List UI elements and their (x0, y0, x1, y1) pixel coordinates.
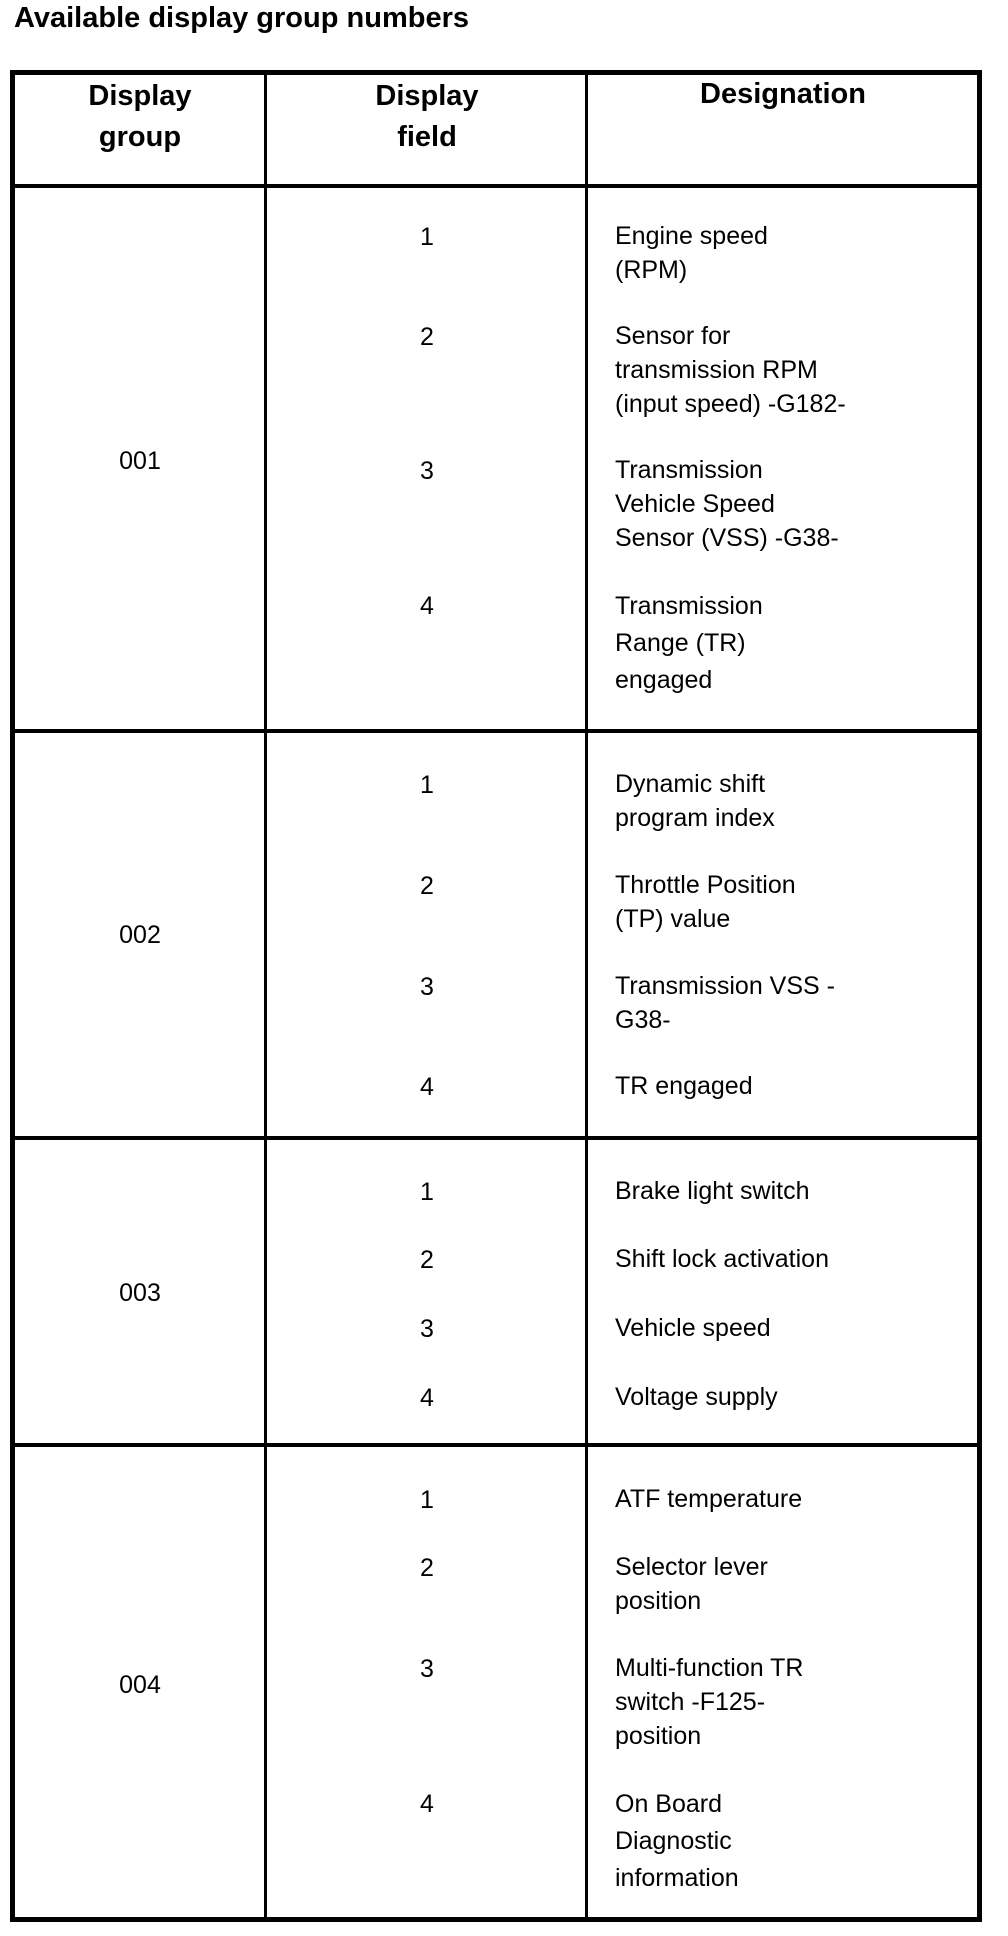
designation-line: Multi-function TR (615, 1654, 804, 1682)
designation-line: Selector lever (615, 1553, 768, 1581)
designation-line: On Board (615, 1790, 723, 1818)
designation-cell (615, 219, 960, 287)
column-divider (264, 70, 267, 1922)
field-number: 4 (420, 1384, 434, 1412)
designation-line: Vehicle Speed (615, 490, 775, 518)
group-number: 004 (119, 1671, 161, 1699)
designation-line: (TP) value (615, 905, 731, 933)
designation-cell (615, 1550, 960, 1618)
designation-line: Shift lock activation (615, 1245, 829, 1273)
group-divider (10, 729, 982, 733)
header-display-field (268, 76, 586, 158)
designation-cell (615, 1069, 960, 1103)
designation-cell (615, 1311, 960, 1345)
designation-line: switch -F125- (615, 1688, 766, 1716)
field-number: 2 (420, 1246, 434, 1274)
designation-line: position (615, 1722, 702, 1750)
field-number: 2 (420, 323, 434, 351)
designation-cell (615, 1651, 960, 1753)
designation-line: position (615, 1587, 702, 1615)
field-number: 3 (420, 1315, 434, 1343)
designation-cell (615, 453, 960, 555)
designation-line: Engine speed (615, 222, 768, 250)
designation-cell (615, 1380, 960, 1414)
group-number: 003 (119, 1279, 161, 1307)
field-number: 1 (420, 223, 434, 251)
designation-line: (input speed) -G182- (615, 390, 846, 418)
header-line: Designation (700, 78, 866, 110)
field-number: 4 (420, 592, 434, 620)
designation-cell (615, 868, 960, 936)
designation-cell (615, 319, 960, 421)
header-line: Display (88, 80, 192, 112)
designation-cell (615, 1242, 960, 1276)
designation-cell (615, 969, 960, 1037)
designation-cell (615, 588, 960, 699)
designation-cell (615, 767, 960, 835)
header-divider (10, 184, 982, 188)
group-divider (10, 1136, 982, 1140)
designation-line: Transmission (615, 456, 763, 484)
designation-line: Sensor for (615, 322, 731, 350)
field-number: 3 (420, 457, 434, 485)
designation-cell (615, 1482, 960, 1516)
field-number: 4 (420, 1073, 434, 1101)
field-number: 4 (420, 1790, 434, 1818)
designation-line: information (615, 1864, 739, 1892)
designation-line: Diagnostic (615, 1827, 732, 1855)
field-number: 1 (420, 1178, 434, 1206)
designation-line: Voltage supply (615, 1383, 778, 1411)
designation-line: Dynamic shift (615, 770, 766, 798)
designation-line: Vehicle speed (615, 1314, 771, 1342)
group-number: 002 (119, 921, 161, 949)
designation-line: Throttle Position (615, 871, 796, 899)
group-divider (10, 1443, 982, 1447)
group-number: 001 (119, 447, 161, 475)
field-number: 2 (420, 872, 434, 900)
designation-line: engaged (615, 666, 713, 694)
designation-line: Transmission VSS - (615, 972, 835, 1000)
designation-line: ATF temperature (615, 1485, 803, 1513)
field-number: 2 (420, 1554, 434, 1582)
designation-line: Transmission (615, 592, 763, 620)
designation-line: Sensor (VSS) -G38- (615, 524, 839, 552)
designation-line: (RPM) (615, 256, 688, 284)
field-number: 1 (420, 1486, 434, 1514)
designation-line: G38- (615, 1006, 671, 1034)
designation-line: transmission RPM (615, 356, 818, 384)
designation-cell (615, 1174, 960, 1208)
designation-line: Range (TR) (615, 629, 746, 657)
header-line: field (397, 121, 457, 153)
header-designation (588, 74, 978, 115)
designation-line: TR engaged (615, 1072, 753, 1100)
field-number: 3 (420, 1655, 434, 1683)
header-display-group (15, 76, 265, 158)
designation-line: Brake light switch (615, 1177, 810, 1205)
page-title: Available display group numbers (14, 2, 469, 34)
field-number: 1 (420, 771, 434, 799)
header-line: Display (375, 80, 479, 112)
designation-cell (615, 1786, 960, 1897)
designation-line: program index (615, 804, 775, 832)
field-number: 3 (420, 973, 434, 1001)
header-line: group (98, 121, 182, 153)
